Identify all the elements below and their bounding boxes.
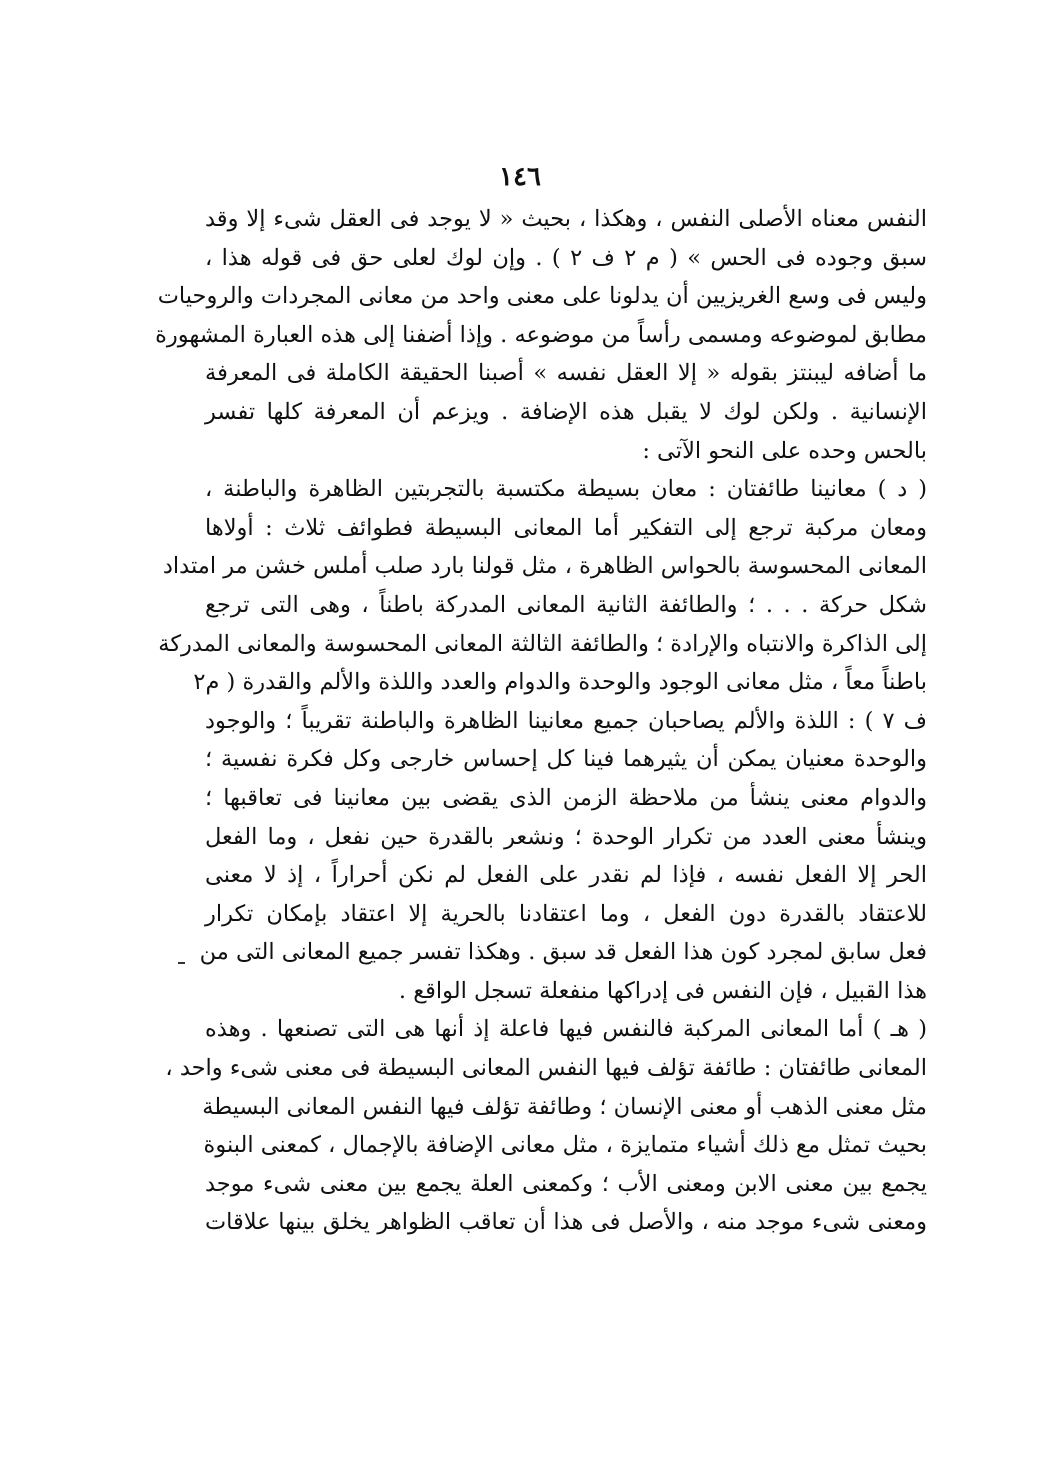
text-line: والدوام معنى ينشأ من ملاحظة الزمن الذى يقضى بين معانينا فى تعاقبها ؛ <box>205 784 927 811</box>
body-text <box>155 200 928 1242</box>
margin-mark <box>178 962 185 964</box>
text-line: شكل حركة . . . ؛ والطائفة الثانية المعانى المدركة باطناً ، وهى التى ترجع <box>205 591 927 618</box>
text-line: الحر إلا الفعل نفسه ، فإذا لم نقدر على الفعل لم نكن أحراراً ، إذ لا معنى <box>205 862 927 889</box>
text-line: هذا القبيل ، فإن النفس فى إدراكها منفعلة تسجل الواقع . <box>398 977 927 1004</box>
text-line: ( هـ ) أما المعانى المركبة فالنفس فيها فاعلة إذ أنها هى التى تصنعها . وهذه <box>205 1016 927 1043</box>
text-line: وليس فى وسع الغريزيين أن يدلونا على معنى واحد من معانى المجردات والروحيات <box>157 283 927 310</box>
text-line: يجمع بين معنى الابن ومعنى الأب ؛ وكمعنى العلة يجمع بين معنى شىء موجد <box>205 1170 927 1197</box>
text-line: بالحس وحده على النحو الآتى : <box>642 437 927 464</box>
text-line: المعانى المحسوسة بالحواس الظاهرة ، مثل قولنا بارد صلب أملس خشن مر امتداد <box>162 553 927 580</box>
text-line: المعانى طائفتان : طائفة تؤلف فيها النفس المعانى البسيطة فى معنى شىء واحد ، <box>165 1055 927 1082</box>
page-number: ١٤٦ <box>499 162 541 192</box>
text-line: فعل سابق لمجرد كون هذا الفعل قد سبق . وهكذا تفسر جميع المعانى التى من <box>199 939 927 966</box>
text-line: الإنسانية . ولكن لوك لا يقبل هذه الإضافة . ويزعم أن المعرفة كلها تفسر <box>205 398 927 425</box>
text-line: ( د ) معانينا طائفتان : معان بسيطة مكتسبة بالتجربتين الظاهرة والباطنة ، <box>205 476 927 503</box>
text-line: والوحدة معنيان يمكن أن يثيرهما فينا كل إحساس خارجى وكل فكرة نفسية ؛ <box>205 746 927 773</box>
text-line: سبق وجوده فى الحس » ( م ٢ ف ٢ ) . وإن لوك لعلى حق فى قوله هذا ، <box>205 244 927 271</box>
text-line: ف ٧ ) : اللذة والألم يصاحبان جميع معانينا الظاهرة والباطنة تقريباً ؛ والوجود <box>205 707 928 734</box>
text-line: وينشأ معنى العدد من تكرار الوحدة ؛ ونشعر بالقدرة حين نفعل ، وما الفعل <box>205 823 927 850</box>
text-line: ومعنى شىء موجد منه ، والأصل فى هذا أن تعاقب الظواهر يخلق بينها علاقات <box>205 1209 927 1236</box>
text-line: النفس معناه الأصلى النفس ، وهكذا ، بحيث « لا يوجد فى العقل شىء إلا وقد <box>205 206 927 232</box>
text-line: مطابق لموضوعه ومسمى رأساً من موضوعه . وإذا أضفنا إلى هذه العبارة المشهورة <box>155 321 927 348</box>
text-line: بحيث تمثل مع ذلك أشياء متمايزة ، مثل معانى الإضافة بالإجمال ، كمعنى البنوة <box>203 1132 927 1159</box>
text-line: إلى الذاكرة والانتباه والإرادة ؛ والطائفة الثالثة المعانى المحسوسة والمعانى المدركة <box>158 630 927 657</box>
text-line: للاعتقاد بالقدرة دون الفعل ، وما اعتقادنا بالحرية إلا اعتقاد بإمكان تكرار <box>205 900 927 927</box>
text-line: مثل معنى الذهب أو معنى الإنسان ؛ وطائفة تؤلف فيها النفس المعانى البسيطة <box>202 1093 927 1120</box>
text-line: باطناً معاً ، مثل معانى الوجود والوحدة والدوام والعدد واللذة والألم والقدرة ( م٢ <box>193 669 927 696</box>
text-line: ومعان مركبة ترجع إلى التفكير أما المعانى البسيطة فطوائف ثلاث : أولاها <box>205 514 927 541</box>
text-line: ما أضافه ليبنتز بقوله « إلا العقل نفسه » أصبنا الحقيقة الكاملة فى المعرفة <box>205 360 927 387</box>
